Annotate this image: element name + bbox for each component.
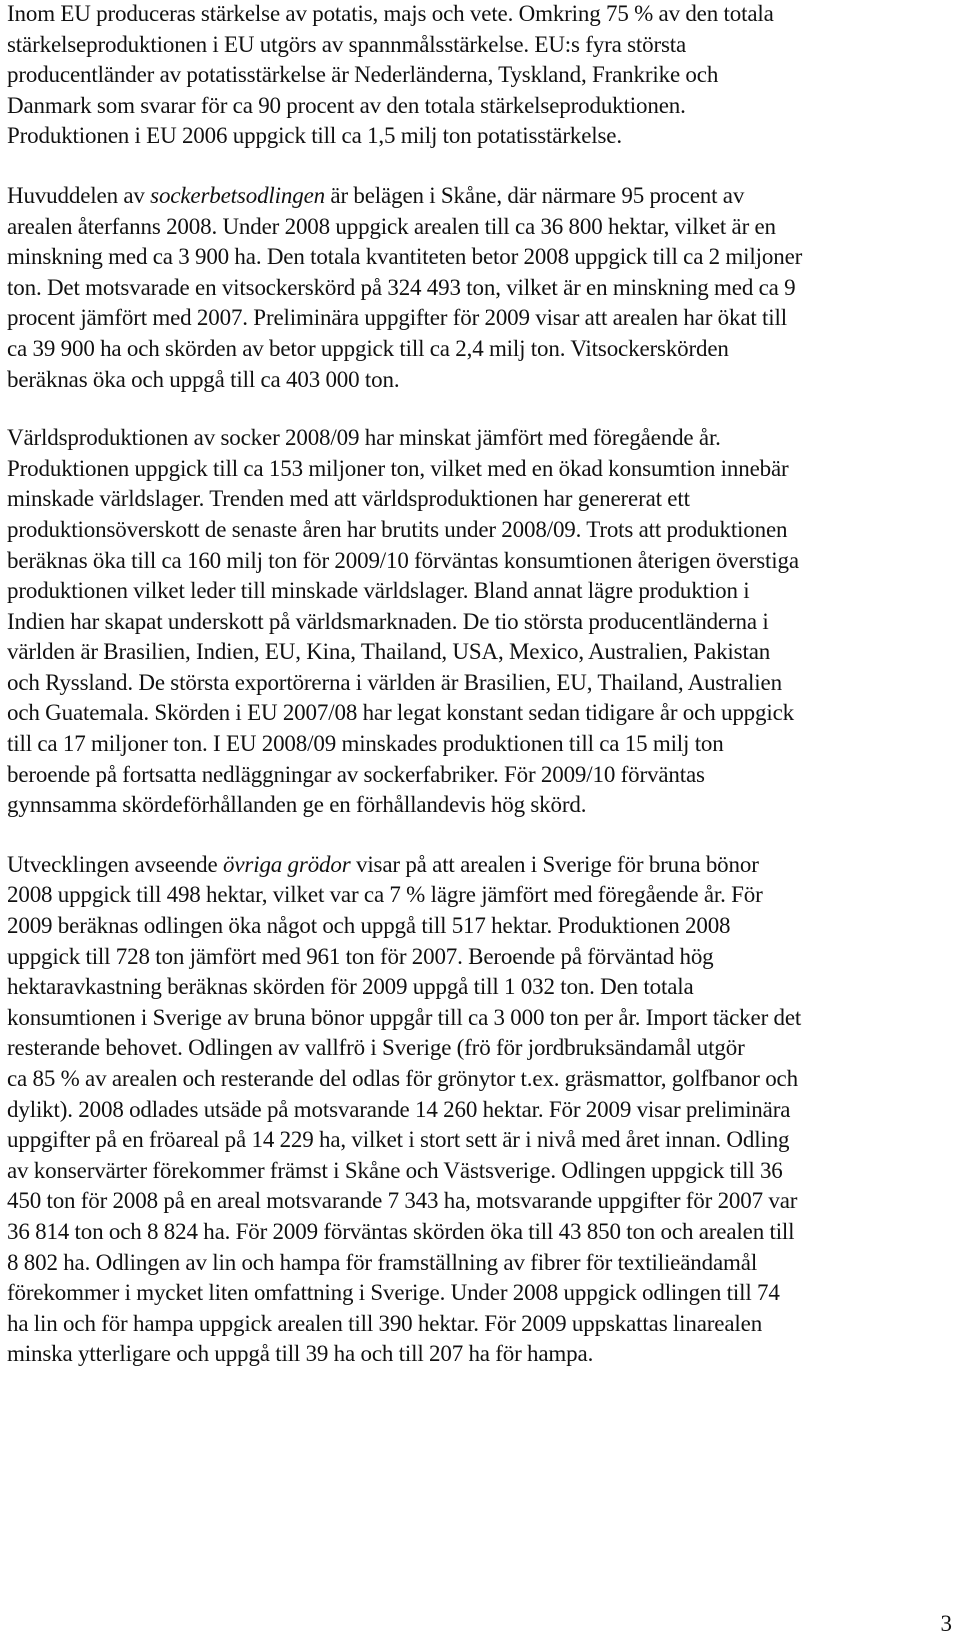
text-line: produktionsöverskott de senaste åren har brutits under 2008/09. Trots att produktionen bbox=[7, 516, 788, 542]
paragraph-sugar-beet bbox=[7, 181, 953, 395]
text-line: ca 85 % av arealen och resterande del odlas för grönytor t.ex. gräsmattor, golfbanor och bbox=[7, 1066, 798, 1091]
text-line: gynnsamma skördeförhållanden ge en förhållandevis hög skörd. bbox=[7, 792, 587, 818]
text-line: procent jämfört med 2007. Preliminära uppgifter för 2009 visar att arealen har ökat till bbox=[7, 305, 787, 331]
text-fragment: Utvecklingen avseende bbox=[7, 851, 223, 877]
page-number: 3 bbox=[940, 1611, 952, 1636]
paragraph-world-sugar bbox=[7, 423, 953, 821]
text-line: uppgifter på en fröareal på 14 229 ha, vilket i stort sett är i nivå med året innan. Odling bbox=[7, 1127, 790, 1153]
text-line: uppgick till 728 ton jämfört med 961 ton för 2007. Beroende på förväntad hög bbox=[7, 943, 714, 969]
text-line bbox=[7, 850, 953, 881]
text-line: förekommer i mycket liten omfattning i Sverige. Under 2008 uppgick odlingen till 74 bbox=[7, 1280, 780, 1306]
text-line: och Ryssland. De största exportörerna i världen är Brasilien, EU, Thailand, Australien bbox=[7, 669, 782, 695]
text-line: ca 39 900 ha och skörden av betor uppgick till ca 2,4 milj ton. Vitsockerskörden bbox=[7, 335, 729, 361]
text-line: ha lin och för hampa uppgick arealen till 390 hektar. För 2009 uppskattas linarealen bbox=[7, 1310, 763, 1336]
text-line: resterande behovet. Odlingen av vallfrö i Sverige (frö för jordbruksändamål utgör bbox=[7, 1035, 745, 1061]
text-line: Produktionen uppgick till ca 153 miljoner ton, vilket med en ökad konsumtion innebär bbox=[7, 455, 789, 481]
text-fragment: Huvuddelen av bbox=[7, 182, 151, 208]
text-line: 8 802 ha. Odlingen av lin och hampa för framställning av fibrer för textilieändamål bbox=[7, 1249, 758, 1275]
text-line: Världsproduktionen av socker 2008/09 har minskat jämfört med föregående år. bbox=[7, 425, 721, 451]
text-line: beräknas öka till ca 160 milj ton för 2009/10 förväntas konsumtionen återigen överstiga bbox=[7, 547, 799, 573]
paragraph-potato-starch bbox=[7, 0, 953, 152]
italic-term: övriga grödor bbox=[223, 851, 351, 877]
text-line: minskning med ca 3 900 ha. Den totala kvantiteten betor 2008 uppgick till ca 2 miljoner bbox=[7, 244, 803, 270]
text-fragment: visar på att arealen i Sverige för bruna bönor bbox=[350, 851, 759, 877]
text-line: världen är Brasilien, Indien, EU, Kina, Thailand, USA, Mexico, Australien, Pakistan bbox=[7, 639, 771, 665]
text-line: stärkelseproduktionen i EU utgörs av spannmålsstärkelse. EU:s fyra största bbox=[7, 31, 687, 57]
text-line: Danmark som svarar för ca 90 procent av den totala stärkelseproduktionen. bbox=[7, 92, 686, 118]
text-line: beroende på fortsatta nedläggningar av sockerfabriker. För 2009/10 förväntas bbox=[7, 761, 705, 787]
text-line: 450 ton för 2008 på en areal motsvarande 7 343 ha, motsvarande uppgifter för 2007 var bbox=[7, 1188, 798, 1214]
text-line: och Guatemala. Skörden i EU 2007/08 har legat konstant sedan tidigare år och uppgick bbox=[7, 700, 795, 726]
paragraph-other-crops bbox=[7, 850, 953, 1370]
text-line: av konservärter förekommer främst i Skåne och Västsverige. Odlingen uppgick till 36 bbox=[7, 1157, 783, 1183]
text-line: 2008 uppgick till 498 hektar, vilket var ca 7 % lägre jämfört med föregående år. För bbox=[7, 882, 763, 908]
text-line: 2009 beräknas odlingen öka något och uppgå till 517 hektar. Produktionen 2008 bbox=[7, 913, 731, 939]
document-page bbox=[7, 0, 953, 1370]
text-line: Inom EU produceras stärkelse av potatis, majs och vete. Omkring 75 % av den totala bbox=[7, 1, 774, 26]
text-line: beräknas öka och uppgå till ca 403 000 ton. bbox=[7, 366, 400, 392]
text-line bbox=[7, 181, 953, 212]
text-line: Produktionen i EU 2006 uppgick till ca 1,5 milj ton potatisstärkelse. bbox=[7, 123, 622, 149]
text-line: konsumtionen i Sverige av bruna bönor uppgår till ca 3 000 ton per år. Import täcker det bbox=[7, 1004, 802, 1030]
text-line: till ca 17 miljoner ton. I EU 2008/09 minskades produktionen till ca 15 milj ton bbox=[7, 731, 724, 757]
text-line: producentländer av potatisstärkelse är Nederländerna, Tyskland, Frankrike och bbox=[7, 62, 719, 88]
text-line: hektaravkastning beräknas skörden för 2009 uppgå till 1 032 ton. Den totala bbox=[7, 974, 694, 1000]
text-line: minska ytterligare och uppgå till 39 ha och till 207 ha för hampa. bbox=[7, 1341, 594, 1367]
text-line: ton. Det motsvarade en vitsockerskörd på 324 493 ton, vilket är en minskning med ca 9 bbox=[7, 274, 796, 300]
text-line: Indien har skapat underskott på världsmarknaden. De tio största producentländerna i bbox=[7, 608, 769, 634]
text-line: produktionen vilket leder till minskade världslager. Bland annat lägre produktion i bbox=[7, 578, 750, 604]
text-line: minskade världslager. Trenden med att världsproduktionen har genererat ett bbox=[7, 486, 690, 512]
text-fragment: är belägen i Skåne, där närmare 95 procent av bbox=[325, 182, 745, 208]
text-line: 36 814 ton och 8 824 ha. För 2009 förväntas skörden öka till 43 850 ton och arealen till bbox=[7, 1218, 795, 1244]
text-line: arealen återfanns 2008. Under 2008 uppgick arealen till ca 36 800 hektar, vilket är en bbox=[7, 213, 776, 239]
text-line: dylikt). 2008 odlades utsäde på motsvarande 14 260 hektar. För 2009 visar preliminära bbox=[7, 1096, 791, 1122]
italic-term: sockerbetsodlingen bbox=[150, 182, 326, 208]
